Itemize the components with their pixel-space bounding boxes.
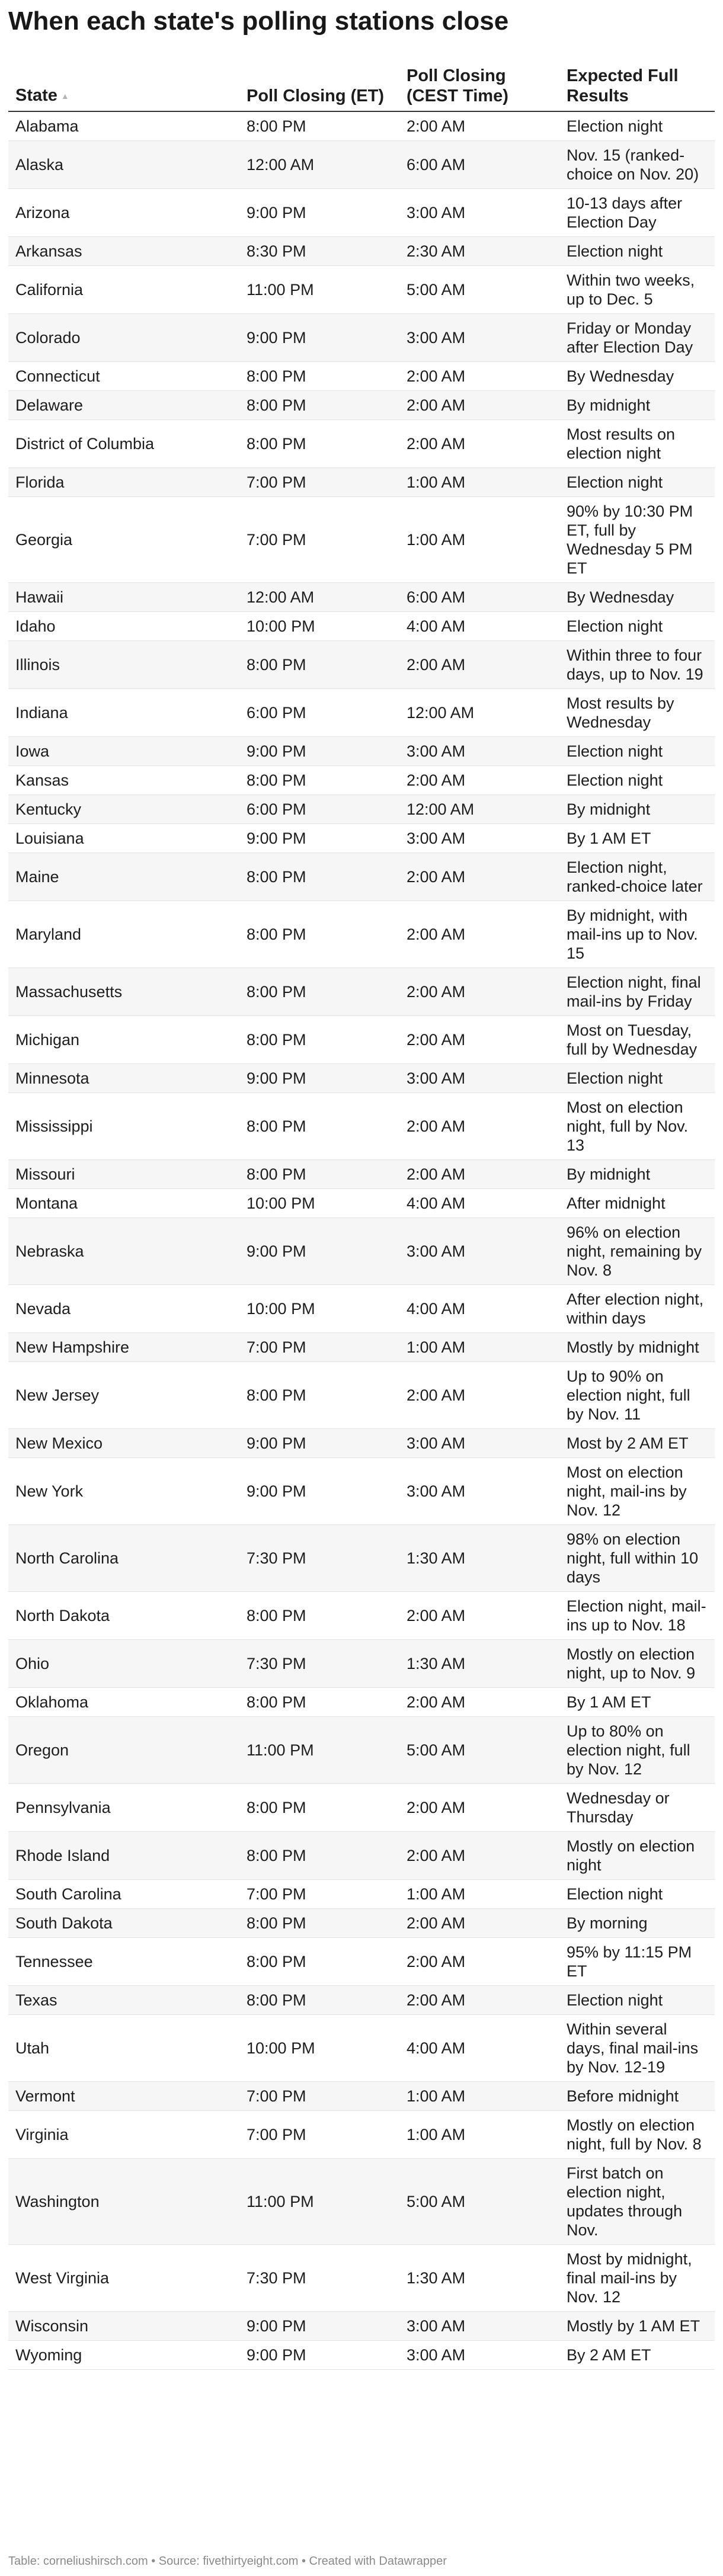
cell-state: Oklahoma [8, 1688, 239, 1717]
table-row [8, 689, 715, 737]
cell-poll-closing-cest: 5:00 AM [399, 2159, 559, 2245]
cell-state: Tennessee [8, 1938, 239, 1986]
cell-expected-results: Wednesday or Thursday [559, 1784, 715, 1832]
cell-poll-closing-cest: 2:30 AM [399, 237, 559, 266]
cell-state: South Carolina [8, 1880, 239, 1909]
cell-poll-closing-et: 8:00 PM [239, 111, 399, 141]
cell-poll-closing-cest: 2:00 AM [399, 1938, 559, 1986]
cell-poll-closing-et: 7:30 PM [239, 1525, 399, 1592]
cell-state: Delaware [8, 391, 239, 420]
cell-poll-closing-cest: 2:00 AM [399, 1016, 559, 1064]
table-row [8, 1362, 715, 1429]
table-row [8, 1688, 715, 1717]
cell-poll-closing-et: 11:00 PM [239, 1717, 399, 1784]
cell-poll-closing-cest: 4:00 AM [399, 2015, 559, 2082]
column-header-poll-closing-et[interactable] [239, 66, 399, 111]
cell-poll-closing-et: 9:00 PM [239, 189, 399, 237]
cell-poll-closing-cest: 2:00 AM [399, 1362, 559, 1429]
cell-state: New Jersey [8, 1362, 239, 1429]
cell-state: North Dakota [8, 1592, 239, 1640]
cell-state: Utah [8, 2015, 239, 2082]
table-row [8, 468, 715, 497]
cell-poll-closing-cest: 2:00 AM [399, 766, 559, 795]
cell-poll-closing-et: 8:00 PM [239, 1362, 399, 1429]
polling-table [8, 66, 715, 2370]
table-row [8, 1093, 715, 1160]
cell-poll-closing-et: 9:00 PM [239, 2312, 399, 2341]
table-row [8, 111, 715, 141]
cell-poll-closing-et: 8:00 PM [239, 641, 399, 689]
cell-state: District of Columbia [8, 420, 239, 468]
cell-poll-closing-cest: 5:00 AM [399, 1717, 559, 1784]
cell-expected-results: After midnight [559, 1189, 715, 1218]
cell-poll-closing-et: 9:00 PM [239, 1064, 399, 1093]
cell-expected-results: Most results on election night [559, 420, 715, 468]
cell-poll-closing-cest: 1:30 AM [399, 2245, 559, 2312]
cell-expected-results: Up to 80% on election night, full by Nov. 12 [559, 1717, 715, 1784]
cell-poll-closing-et: 7:00 PM [239, 497, 399, 583]
cell-poll-closing-cest: 1:30 AM [399, 1640, 559, 1688]
cell-expected-results: Most by 2 AM ET [559, 1429, 715, 1458]
cell-expected-results: Election night, ranked-choice later [559, 853, 715, 901]
cell-state: Missouri [8, 1160, 239, 1189]
cell-expected-results: Election night [559, 766, 715, 795]
table-row [8, 1525, 715, 1592]
table-row [8, 1784, 715, 1832]
cell-poll-closing-et: 8:30 PM [239, 237, 399, 266]
column-header-label: Expected Full Results [567, 66, 679, 105]
cell-poll-closing-cest: 3:00 AM [399, 314, 559, 362]
cell-expected-results: Most on Tuesday, full by Wednesday [559, 1016, 715, 1064]
cell-poll-closing-et: 9:00 PM [239, 2341, 399, 2370]
table-row [8, 1218, 715, 1285]
cell-expected-results: 98% on election night, full within 10 days [559, 1525, 715, 1592]
table-row [8, 1333, 715, 1362]
cell-state: Louisiana [8, 824, 239, 853]
cell-poll-closing-cest: 2:00 AM [399, 1832, 559, 1880]
table-row [8, 1429, 715, 1458]
cell-poll-closing-et: 7:30 PM [239, 2245, 399, 2312]
cell-expected-results: By 2 AM ET [559, 2341, 715, 2370]
cell-state: Idaho [8, 612, 239, 641]
column-header-expected-results[interactable] [559, 66, 715, 111]
cell-expected-results: Election night [559, 1986, 715, 2015]
cell-poll-closing-et: 8:00 PM [239, 853, 399, 901]
cell-poll-closing-et: 7:00 PM [239, 2111, 399, 2159]
cell-poll-closing-et: 11:00 PM [239, 2159, 399, 2245]
cell-expected-results: Within two weeks, up to Dec. 5 [559, 266, 715, 314]
cell-poll-closing-cest: 4:00 AM [399, 1189, 559, 1218]
cell-expected-results: First batch on election night, updates through Nov. [559, 2159, 715, 2245]
cell-expected-results: Most by midnight, final mail-ins by Nov. 12 [559, 2245, 715, 2312]
cell-poll-closing-cest: 1:00 AM [399, 468, 559, 497]
cell-expected-results: Before midnight [559, 2082, 715, 2111]
cell-poll-closing-et: 7:00 PM [239, 468, 399, 497]
cell-poll-closing-cest: 4:00 AM [399, 612, 559, 641]
table-row [8, 1016, 715, 1064]
table-row [8, 1717, 715, 1784]
cell-expected-results: Within several days, final mail-ins by Nov. 12-19 [559, 2015, 715, 2082]
table-row [8, 1938, 715, 1986]
cell-state: Alabama [8, 111, 239, 141]
cell-poll-closing-et: 8:00 PM [239, 1832, 399, 1880]
cell-state: West Virginia [8, 2245, 239, 2312]
cell-expected-results: Most on election night, mail-ins by Nov. 12 [559, 1458, 715, 1525]
table-row [8, 362, 715, 391]
cell-poll-closing-cest: 3:00 AM [399, 737, 559, 766]
cell-state: Iowa [8, 737, 239, 766]
sort-ascending-icon[interactable]: ▲ [60, 91, 69, 101]
cell-poll-closing-et: 8:00 PM [239, 901, 399, 968]
cell-expected-results: Election night, mail-ins up to Nov. 18 [559, 1592, 715, 1640]
cell-poll-closing-et: 9:00 PM [239, 824, 399, 853]
table-row [8, 2341, 715, 2370]
table-row [8, 237, 715, 266]
cell-poll-closing-cest: 2:00 AM [399, 1093, 559, 1160]
cell-poll-closing-et: 7:00 PM [239, 2082, 399, 2111]
cell-poll-closing-cest: 2:00 AM [399, 420, 559, 468]
cell-state: Michigan [8, 1016, 239, 1064]
cell-poll-closing-cest: 6:00 AM [399, 583, 559, 612]
cell-expected-results: 10-13 days after Election Day [559, 189, 715, 237]
table-row [8, 968, 715, 1016]
cell-expected-results: By Wednesday [559, 362, 715, 391]
cell-state: New York [8, 1458, 239, 1525]
cell-poll-closing-cest: 1:00 AM [399, 497, 559, 583]
cell-expected-results: Mostly by 1 AM ET [559, 2312, 715, 2341]
cell-expected-results: 90% by 10:30 PM ET, full by Wednesday 5 PM ET [559, 497, 715, 583]
table-row [8, 1458, 715, 1525]
column-header-label: State [15, 85, 57, 105]
table-row [8, 2015, 715, 2082]
cell-poll-closing-cest: 12:00 AM [399, 689, 559, 737]
cell-poll-closing-et: 9:00 PM [239, 1218, 399, 1285]
cell-poll-closing-et: 8:00 PM [239, 1688, 399, 1717]
cell-poll-closing-cest: 2:00 AM [399, 111, 559, 141]
cell-poll-closing-et: 8:00 PM [239, 968, 399, 1016]
column-header-poll-closing-cest[interactable] [399, 66, 559, 111]
cell-state: New Hampshire [8, 1333, 239, 1362]
cell-expected-results: Mostly by midnight [559, 1333, 715, 1362]
cell-poll-closing-cest: 2:00 AM [399, 1784, 559, 1832]
cell-state: Maine [8, 853, 239, 901]
cell-state: Mississippi [8, 1093, 239, 1160]
cell-state: Virginia [8, 2111, 239, 2159]
cell-state: Kentucky [8, 795, 239, 824]
table-body [8, 111, 715, 2370]
cell-poll-closing-et: 8:00 PM [239, 1909, 399, 1938]
cell-expected-results: Up to 90% on election night, full by Nov. 11 [559, 1362, 715, 1429]
cell-state: Kansas [8, 766, 239, 795]
table-row [8, 824, 715, 853]
cell-poll-closing-et: 7:00 PM [239, 1880, 399, 1909]
column-header-label: Poll Closing (ET) [247, 86, 384, 105]
cell-poll-closing-cest: 2:00 AM [399, 1909, 559, 1938]
cell-state: Colorado [8, 314, 239, 362]
cell-state: North Carolina [8, 1525, 239, 1592]
cell-poll-closing-cest: 12:00 AM [399, 795, 559, 824]
cell-expected-results: Most on election night, full by Nov. 13 [559, 1093, 715, 1160]
cell-poll-closing-cest: 5:00 AM [399, 266, 559, 314]
table-row [8, 2111, 715, 2159]
cell-poll-closing-et: 10:00 PM [239, 612, 399, 641]
cell-poll-closing-et: 9:00 PM [239, 314, 399, 362]
cell-expected-results: Election night [559, 468, 715, 497]
cell-poll-closing-cest: 3:00 AM [399, 1218, 559, 1285]
table-row [8, 583, 715, 612]
cell-poll-closing-cest: 3:00 AM [399, 1064, 559, 1093]
header-row [8, 66, 715, 111]
cell-expected-results: Within three to four days, up to Nov. 19 [559, 641, 715, 689]
cell-state: Illinois [8, 641, 239, 689]
cell-state: Nevada [8, 1285, 239, 1333]
column-header-state[interactable] [8, 66, 239, 111]
cell-poll-closing-et: 8:00 PM [239, 1592, 399, 1640]
table-row [8, 1064, 715, 1093]
cell-poll-closing-et: 7:00 PM [239, 1333, 399, 1362]
cell-state: Hawaii [8, 583, 239, 612]
cell-poll-closing-et: 7:30 PM [239, 1640, 399, 1688]
cell-state: Wyoming [8, 2341, 239, 2370]
cell-poll-closing-et: 6:00 PM [239, 689, 399, 737]
cell-poll-closing-cest: 1:00 AM [399, 2111, 559, 2159]
cell-expected-results: By midnight [559, 1160, 715, 1189]
table-row [8, 391, 715, 420]
cell-state: Georgia [8, 497, 239, 583]
table-row [8, 901, 715, 968]
cell-state: Washington [8, 2159, 239, 2245]
column-header-label: Poll Closing (CEST Time) [407, 66, 508, 105]
cell-poll-closing-et: 10:00 PM [239, 2015, 399, 2082]
cell-expected-results: Nov. 15 (ranked-choice on Nov. 20) [559, 141, 715, 189]
cell-poll-closing-cest: 1:00 AM [399, 1333, 559, 1362]
table-row [8, 1832, 715, 1880]
cell-poll-closing-et: 8:00 PM [239, 1938, 399, 1986]
table-row [8, 1986, 715, 2015]
cell-poll-closing-et: 8:00 PM [239, 766, 399, 795]
table-row [8, 1189, 715, 1218]
cell-state: Connecticut [8, 362, 239, 391]
cell-poll-closing-cest: 2:00 AM [399, 1160, 559, 1189]
cell-poll-closing-et: 8:00 PM [239, 1160, 399, 1189]
page-title: When each state's polling stations close [8, 7, 509, 36]
table-row [8, 641, 715, 689]
cell-state: Massachusetts [8, 968, 239, 1016]
cell-state: Alaska [8, 141, 239, 189]
cell-poll-closing-et: 8:00 PM [239, 1784, 399, 1832]
cell-state: Wisconsin [8, 2312, 239, 2341]
table-row [8, 795, 715, 824]
cell-state: Oregon [8, 1717, 239, 1784]
table-row [8, 612, 715, 641]
cell-expected-results: By 1 AM ET [559, 824, 715, 853]
table-row [8, 2159, 715, 2245]
table-row [8, 1880, 715, 1909]
cell-state: Florida [8, 468, 239, 497]
table-row [8, 420, 715, 468]
table-row [8, 1285, 715, 1333]
table-row [8, 314, 715, 362]
cell-poll-closing-cest: 4:00 AM [399, 1285, 559, 1333]
cell-poll-closing-cest: 3:00 AM [399, 2341, 559, 2370]
table-row [8, 1640, 715, 1688]
cell-state: California [8, 266, 239, 314]
cell-poll-closing-et: 9:00 PM [239, 1458, 399, 1525]
cell-expected-results: By 1 AM ET [559, 1688, 715, 1717]
cell-poll-closing-et: 10:00 PM [239, 1189, 399, 1218]
cell-poll-closing-cest: 3:00 AM [399, 189, 559, 237]
table-row [8, 737, 715, 766]
table-row [8, 1592, 715, 1640]
cell-poll-closing-et: 9:00 PM [239, 1429, 399, 1458]
cell-expected-results: 96% on election night, remaining by Nov. 8 [559, 1218, 715, 1285]
cell-poll-closing-cest: 2:00 AM [399, 853, 559, 901]
cell-state: New Mexico [8, 1429, 239, 1458]
table-row [8, 1909, 715, 1938]
cell-poll-closing-cest: 2:00 AM [399, 362, 559, 391]
cell-state: Maryland [8, 901, 239, 968]
cell-state: Pennsylvania [8, 1784, 239, 1832]
cell-poll-closing-cest: 1:30 AM [399, 1525, 559, 1592]
cell-expected-results: Friday or Monday after Election Day [559, 314, 715, 362]
cell-expected-results: Election night [559, 1064, 715, 1093]
cell-poll-closing-et: 9:00 PM [239, 737, 399, 766]
cell-poll-closing-cest: 2:00 AM [399, 391, 559, 420]
table-row [8, 141, 715, 189]
cell-expected-results: By midnight, with mail-ins up to Nov. 15 [559, 901, 715, 968]
cell-poll-closing-cest: 2:00 AM [399, 901, 559, 968]
cell-poll-closing-et: 8:00 PM [239, 420, 399, 468]
cell-expected-results: Election night [559, 111, 715, 141]
cell-poll-closing-cest: 2:00 AM [399, 1688, 559, 1717]
cell-poll-closing-et: 8:00 PM [239, 1016, 399, 1064]
cell-expected-results: By Wednesday [559, 583, 715, 612]
cell-state: Nebraska [8, 1218, 239, 1285]
table-row [8, 266, 715, 314]
cell-state: Arizona [8, 189, 239, 237]
table-row [8, 1160, 715, 1189]
cell-poll-closing-cest: 3:00 AM [399, 2312, 559, 2341]
cell-expected-results: By midnight [559, 795, 715, 824]
cell-state: Minnesota [8, 1064, 239, 1093]
cell-poll-closing-cest: 6:00 AM [399, 141, 559, 189]
cell-state: Arkansas [8, 237, 239, 266]
table-row [8, 497, 715, 583]
cell-poll-closing-et: 8:00 PM [239, 1093, 399, 1160]
cell-poll-closing-et: 8:00 PM [239, 362, 399, 391]
cell-expected-results: By midnight [559, 391, 715, 420]
table-row [8, 2312, 715, 2341]
cell-poll-closing-et: 6:00 PM [239, 795, 399, 824]
cell-expected-results: Election night [559, 1880, 715, 1909]
cell-poll-closing-cest: 1:00 AM [399, 2082, 559, 2111]
cell-expected-results: By morning [559, 1909, 715, 1938]
cell-poll-closing-cest: 2:00 AM [399, 968, 559, 1016]
cell-poll-closing-cest: 3:00 AM [399, 824, 559, 853]
cell-state: Vermont [8, 2082, 239, 2111]
cell-poll-closing-cest: 2:00 AM [399, 641, 559, 689]
cell-poll-closing-et: 11:00 PM [239, 266, 399, 314]
table-row [8, 189, 715, 237]
cell-poll-closing-et: 12:00 AM [239, 583, 399, 612]
cell-state: Montana [8, 1189, 239, 1218]
table-row [8, 2082, 715, 2111]
cell-state: Rhode Island [8, 1832, 239, 1880]
cell-state: Ohio [8, 1640, 239, 1688]
footer-credit: Table: corneliushirsch.com • Source: fivethirtyeight.com • Created with Datawrapper [8, 2555, 447, 2568]
cell-expected-results: Mostly on election night, full by Nov. 8 [559, 2111, 715, 2159]
cell-state: Indiana [8, 689, 239, 737]
cell-expected-results: Election night [559, 237, 715, 266]
cell-poll-closing-et: 10:00 PM [239, 1285, 399, 1333]
table-row [8, 853, 715, 901]
cell-poll-closing-cest: 1:00 AM [399, 1880, 559, 1909]
cell-poll-closing-et: 8:00 PM [239, 391, 399, 420]
cell-poll-closing-cest: 2:00 AM [399, 1592, 559, 1640]
cell-poll-closing-cest: 3:00 AM [399, 1458, 559, 1525]
cell-expected-results: 95% by 11:15 PM ET [559, 1938, 715, 1986]
cell-poll-closing-cest: 3:00 AM [399, 1429, 559, 1458]
cell-state: South Dakota [8, 1909, 239, 1938]
cell-state: Texas [8, 1986, 239, 2015]
cell-poll-closing-cest: 2:00 AM [399, 1986, 559, 2015]
cell-expected-results: After election night, within days [559, 1285, 715, 1333]
cell-expected-results: Mostly on election night, up to Nov. 9 [559, 1640, 715, 1688]
cell-expected-results: Election night [559, 737, 715, 766]
cell-expected-results: Most results by Wednesday [559, 689, 715, 737]
table-row [8, 2245, 715, 2312]
cell-poll-closing-et: 8:00 PM [239, 1986, 399, 2015]
cell-expected-results: Election night [559, 612, 715, 641]
table-row [8, 766, 715, 795]
table-header [8, 66, 715, 111]
cell-poll-closing-et: 12:00 AM [239, 141, 399, 189]
cell-expected-results: Mostly on election night [559, 1832, 715, 1880]
cell-expected-results: Election night, final mail-ins by Friday [559, 968, 715, 1016]
